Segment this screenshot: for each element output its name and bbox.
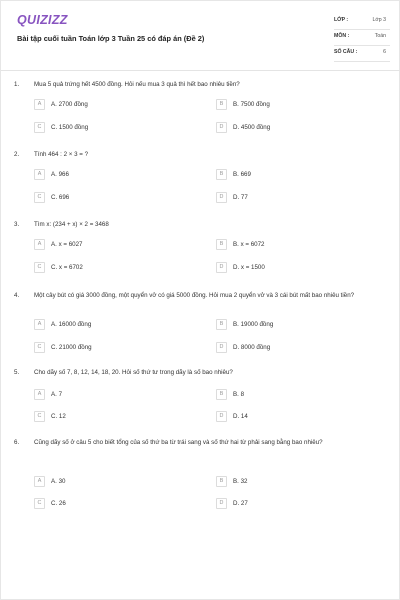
- meta-value: Toán: [374, 33, 386, 39]
- option-letter-box: B: [216, 99, 227, 110]
- option-text: B. 7500 đồng: [233, 101, 270, 108]
- option-text: C. 1500 đồng: [51, 124, 89, 131]
- worksheet-header: [1, 1, 400, 71]
- question-text: Cho dãy số 7, 8, 12, 14, 18, 20. Hỏi số thứ tư trong dãy là số bao nhiêu?: [34, 369, 233, 376]
- option-letter-box: D: [216, 262, 227, 273]
- option-letter-box: B: [216, 239, 227, 250]
- meta-label: LỚP :: [334, 17, 349, 23]
- worksheet-meta: [334, 14, 390, 62]
- option-text: C. 21000 đồng: [51, 344, 92, 351]
- option-text: D. 4500 đồng: [233, 124, 271, 131]
- option-text: C. 26: [51, 500, 66, 507]
- question-text: Mua 5 quả trứng hết 4500 đồng. Hỏi nếu mua 3 quả thì hết bao nhiêu tiền?: [34, 81, 240, 88]
- option-letter-box: A: [34, 389, 45, 400]
- option-text: A. 7: [51, 391, 63, 398]
- question-number: 5.: [14, 369, 20, 376]
- option-letter-box: C: [34, 342, 45, 353]
- option-letter-box: A: [34, 169, 45, 180]
- quizizz-logo: QUIZIZZ: [17, 13, 68, 27]
- option-text: A. 16000 đồng: [51, 321, 92, 328]
- question-number: 1.: [14, 81, 20, 88]
- option-text: C. 12: [51, 413, 66, 420]
- option-text: B. x = 6072: [233, 241, 265, 248]
- option-text: B. 669: [233, 171, 251, 178]
- option-letter-box: C: [34, 192, 45, 203]
- meta-label: MÔN :: [334, 33, 350, 39]
- option-letter-box: A: [34, 319, 45, 330]
- option-text: C. 696: [51, 194, 70, 201]
- option-letter-box: B: [216, 169, 227, 180]
- option-letter-box: D: [216, 192, 227, 203]
- option-letter-box: C: [34, 498, 45, 509]
- option-text: B. 8: [233, 391, 245, 398]
- option-text: B. 19000 đồng: [233, 321, 274, 328]
- meta-label: SỐ CÂU :: [334, 49, 358, 55]
- option-text: C. x = 6702: [51, 264, 83, 271]
- question-text: Tìm x: (234 + x) × 2 = 3468: [34, 221, 109, 228]
- meta-value: 6: [383, 49, 386, 55]
- header-divider: [1, 70, 400, 71]
- option-letter-box: A: [34, 239, 45, 250]
- option-text: A. 966: [51, 171, 69, 178]
- option-text: D. 8000 đồng: [233, 344, 271, 351]
- option-text: A. 2700 đồng: [51, 101, 88, 108]
- option-text: D. 14: [233, 413, 248, 420]
- option-letter-box: C: [34, 411, 45, 422]
- meta-row-class: [334, 14, 390, 30]
- question-number: 4.: [14, 292, 20, 299]
- option-text: A. 30: [51, 478, 66, 485]
- option-letter-box: B: [216, 389, 227, 400]
- option-text: D. x = 1500: [233, 264, 265, 271]
- option-letter-box: C: [34, 122, 45, 133]
- question-number: 6.: [14, 439, 20, 446]
- option-letter-box: C: [34, 262, 45, 273]
- option-letter-box: D: [216, 122, 227, 133]
- question-number: 3.: [14, 221, 20, 228]
- option-text: B. 32: [233, 478, 248, 485]
- question-text: Tính 464 : 2 × 3 = ?: [34, 151, 89, 158]
- option-text: D. 77: [233, 194, 248, 201]
- meta-row-question-count: [334, 46, 390, 62]
- option-text: A. x = 6027: [51, 241, 83, 248]
- option-letter-box: D: [216, 342, 227, 353]
- meta-value: Lớp 3: [372, 17, 386, 23]
- option-letter-box: A: [34, 476, 45, 487]
- option-letter-box: B: [216, 319, 227, 330]
- question-number: 2.: [14, 151, 20, 158]
- question-text: Một cây bút có giá 3000 đồng, một quyển vở có giá 5000 đồng. Hỏi mua 2 quyển vở và 3 cái bút mất bao nhiêu tiền?: [34, 292, 355, 299]
- meta-row-subject: [334, 30, 390, 46]
- option-text: D. 27: [233, 500, 248, 507]
- worksheet-title: Bài tập cuối tuần Toán lớp 3 Tuần 25 có đáp án (Đề 2): [17, 34, 205, 43]
- option-letter-box: D: [216, 498, 227, 509]
- question-text: Cũng dãy số ở câu 5 cho biết tổng của số thứ ba từ trái sang và số thứ hai từ phải sang bằng bao nhiêu?: [34, 439, 323, 446]
- option-letter-box: A: [34, 99, 45, 110]
- option-letter-box: D: [216, 411, 227, 422]
- option-letter-box: B: [216, 476, 227, 487]
